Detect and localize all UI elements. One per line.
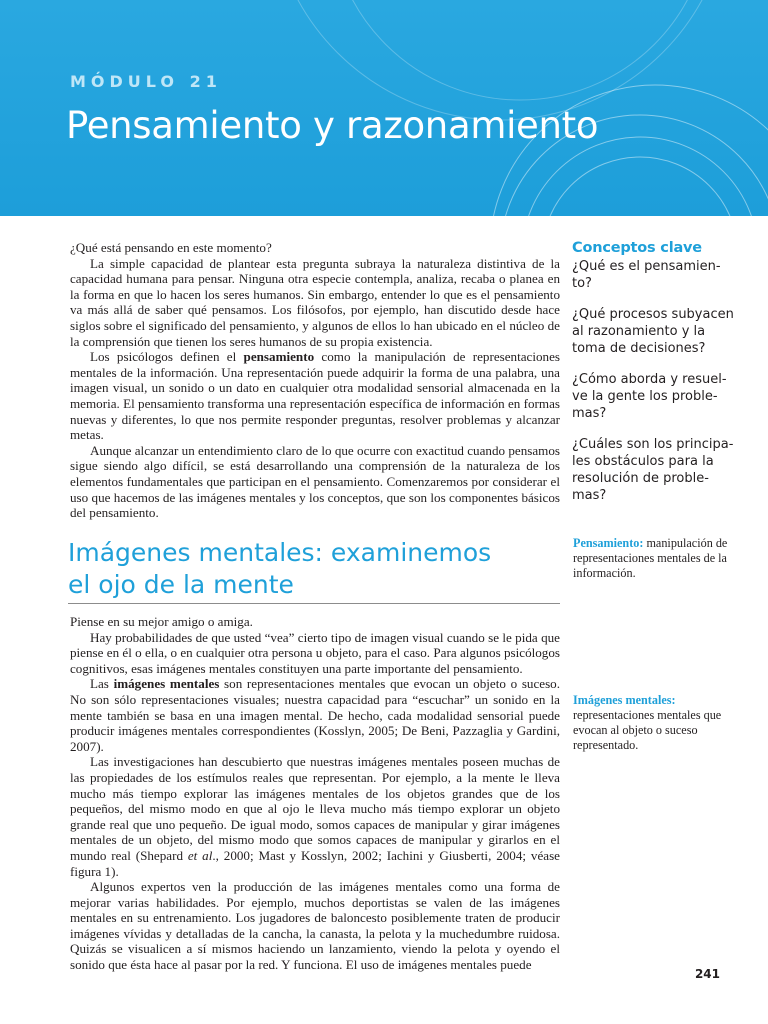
glossary-definition: representaciones mentales que evocan al objeto o suceso representado. — [573, 708, 722, 752]
glossary-definition: manipulación de representaciones mentales de la información. — [573, 536, 728, 580]
intro-paragraph: Aunque alcanzar un entendimiento claro de lo que ocurre con exactitud cuando pensamos sigue siendo algo difícil, se está desarrollando una comprensión de la naturaleza de los elementos fundamentales que participan en el pensamiento. Comenzaremos por considerar el uso que hacemos de las imágenes mentales y los conceptos, que son los componentes básicos del pensamiento. — [70, 442, 560, 521]
definition-paragraph: Las imágenes mentales son representaciones mentales que evocan un objeto o suceso. No son sólo representaciones visuales; nuestra capacidad para “escuchar” un sonido en la mente también se basa en una imagen mental. De hecho, cada modalidad sensorial puede producir imágenes mentales correspondientes (Kosslyn, 2005; De Beni, Pazzaglia y Gardini, 2007). — [70, 676, 560, 754]
section-paragraph: Las investigaciones han descubierto que nuestras imágenes mentales poseen muchas de las propiedades de los estímulos reales que representan. Por ejemplo, a la mente le lleva mucho más tiempo explorar las imágenes mentales de los objetos grandes que de los pequeños, del mismo modo en que al ojo le lleva mucho más tiempo explorar un objeto grande real que uno pequeño. De igual modo, somos capaces de manipular y girar imágenes mentales de un objeto, del mismo modo que somos capaces de manipular y girarlos en el mundo real (Shepard et al., 2000; Mast y Kosslyn, 2002; Iachini y Giusberti, 2004; véase figura 1). — [70, 754, 560, 879]
key-question: ¿Qué procesos subyacen al razonamiento y la toma de decisiones? — [572, 307, 734, 356]
section-paragraph: Hay probabilidades de que usted “vea” cierto tipo de imagen visual cuando se le pida que piense en él o ella, o en cualquier otra persona u objeto, para el caso. Para algunos psicólogos cognitivos, esas imágenes mentales constituyen una parte importante del pensamiento. — [70, 629, 560, 676]
key-concepts-sidebar — [572, 240, 742, 518]
section-text — [70, 614, 560, 973]
chapter-header-banner — [0, 0, 768, 216]
section-paragraph: Piense en su mejor amigo o amiga. — [70, 614, 253, 629]
key-question: ¿Cuáles son los principa- les obstáculos para la resolución de proble- mas? — [572, 437, 734, 503]
glossary-term: Pensamiento: — [573, 536, 644, 550]
glossary-entry — [573, 536, 748, 581]
intro-text — [70, 240, 560, 521]
page-number: 241 — [694, 967, 720, 981]
module-label: MÓDULO 21 — [70, 72, 222, 91]
intro-question: ¿Qué está pensando en este momento? — [70, 240, 272, 255]
key-term: pensamiento — [243, 349, 315, 365]
section-title: Imágenes mentales: examinemos el ojo de la mente — [68, 537, 560, 604]
glossary-term: Imágenes mentales: — [573, 693, 676, 707]
section-paragraph: Algunos expertos ven la producción de las imágenes mentales como una forma de mejorar varias habilidades. Por ejemplo, muchos deportistas se valen de las imágenes mentales en su entrenamiento. Los jugadores de baloncesto posiblemente traten de producir imágenes vívidas y detalladas de la cancha, la canasta, la pelota y la muchedumbre ruidosa. Quizás se visualicen a sí mismos haciendo un lanzamiento, viendo la pelota y oyendo el sonido que ésta hace al pasar por la red. Y funciona. El uso de imágenes mentales puede — [70, 879, 560, 973]
chapter-title: Pensamiento y razonamiento — [66, 104, 599, 147]
key-question: ¿Qué es el pensamien- to? — [572, 259, 721, 291]
intro-paragraph: La simple capacidad de plantear esta pregunta subraya la naturaleza distintiva de la capacidad humana para pensar. Ninguna otra especie contempla, analiza, recaba o planea en la forma en que lo hacen los seres humanos. Sin embargo, entender lo que es el pensamiento va más allá de saber qué pensamos. Los filósofos, por ejemplo, han discutido desde hace siglos sobre el significado del pensamiento, y algunos de ellos lo han ubicado en el núcleo de la comprensión que tienen los seres humanos de su propia existencia. — [70, 255, 560, 349]
key-question: ¿Cómo aborda y resuel- ve la gente los proble- mas? — [572, 372, 727, 421]
definition-paragraph: Los psicólogos definen el pensamiento como la manipulación de representaciones mentales de la información. Una representación puede adquirir la forma de una palabra, una imagen visual, un sonido o un dato en cualquier otra modalidad sensorial almacenada en la memoria. El pensamiento transforma una representación específica de información en formas nuevas y diferentes, lo que nos permite responder preguntas, resolver problemas y alcanzar metas. — [70, 349, 560, 443]
key-concepts-heading: Conceptos clave — [572, 240, 702, 256]
key-term: imágenes mentales — [113, 676, 220, 692]
glossary-entry — [573, 693, 748, 753]
